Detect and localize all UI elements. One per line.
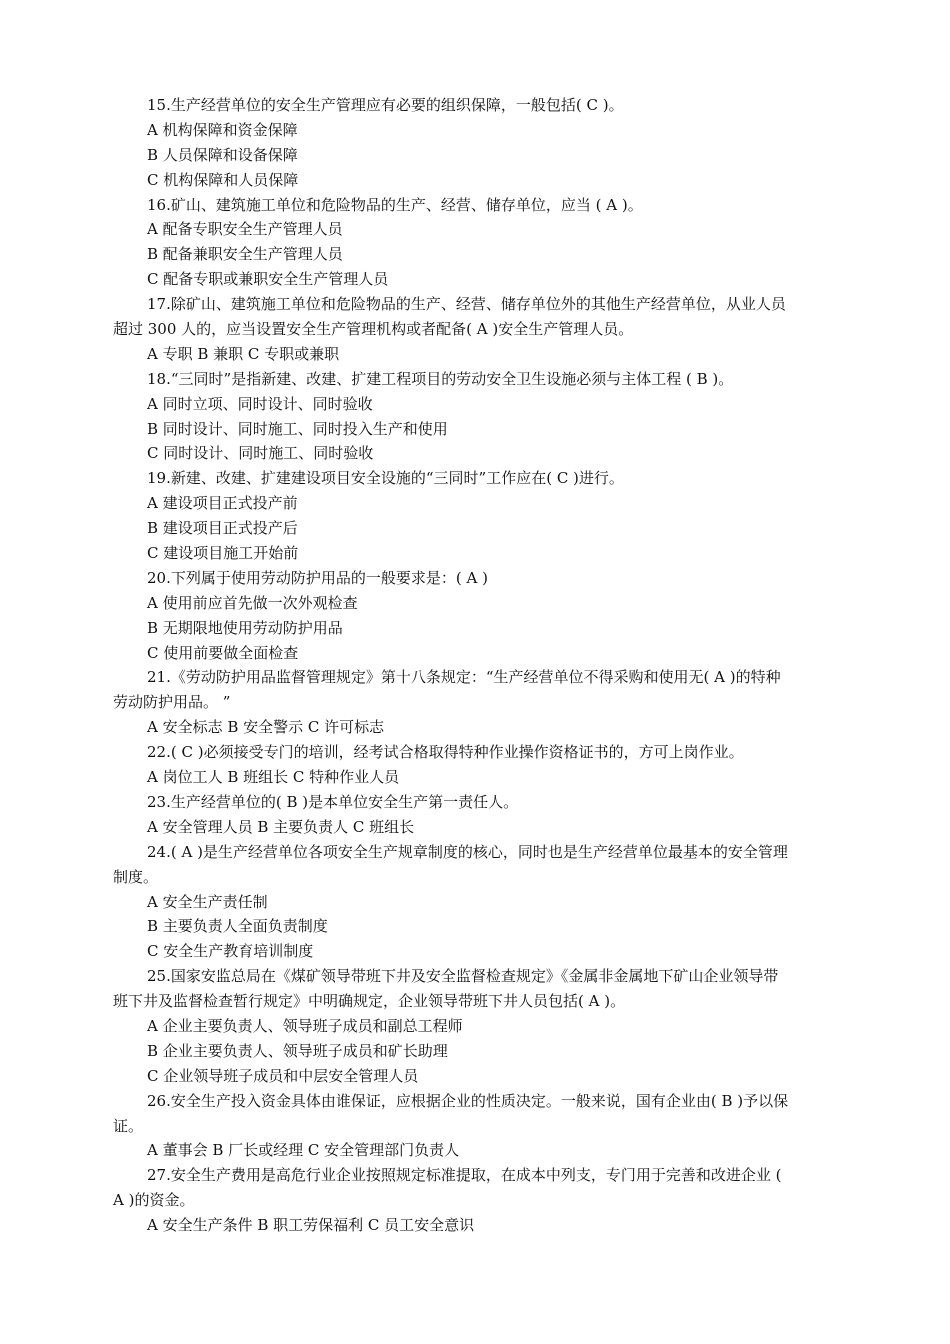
answer-option: B 配备兼职安全生产管理人员 [147, 245, 343, 264]
answer-option: C 安全生产教育培训制度 [147, 942, 314, 961]
answer-option: A 建设项目正式投产前 [147, 494, 298, 513]
answer-option: A 安全管理人员 B 主要负责人 C 班组长 [147, 817, 415, 836]
question-text: 15.生产经营单位的安全生产管理应有必要的组织保障，一般包括( C )。 [147, 96, 624, 114]
question-text: 19.新建、改建、扩建建设项目安全设施的“三同时”工作应在( C )进行。 [147, 469, 624, 488]
answer-option: B 建设项目正式投产后 [147, 519, 298, 538]
answer-option: A 安全标志 B 安全警示 C 许可标志 [147, 718, 385, 737]
question-text-continued: 制度。 [113, 867, 159, 886]
question-text: 17.除矿山、建筑施工单位和危险物品的生产、经营、储存单位外的其他生产经营单位，从业人员 [147, 295, 786, 314]
answer-option: A 安全生产条件 B 职工劳保福利 C 员工安全意识 [147, 1216, 475, 1235]
answer-option: C 使用前要做全面检查 [147, 643, 299, 662]
answer-option: A 同时立项、同时设计、同时验收 [147, 394, 373, 413]
question-text-continued: 劳动防护用品。 ” [113, 693, 231, 712]
answer-option: A 专职 B 兼职 C 专职或兼职 [147, 344, 340, 363]
answer-option: C 同时设计、同时施工、同时验收 [147, 444, 374, 463]
question-text: 20.下列属于使用劳动防护用品的一般要求是：( A ) [147, 568, 488, 587]
question-text: 25.国家安监总局在《煤矿领导带班下井及安全监督检查规定》《金属非金属地下矿山企业领导带 [147, 967, 779, 986]
answer-option: B 同时设计、同时施工、同时投入生产和使用 [147, 419, 448, 438]
answer-option: C 机构保障和人员保障 [147, 170, 299, 189]
answer-option: A 董事会 B 厂长或经理 C 安全管理部门负责人 [147, 1141, 460, 1160]
question-text: 22.( C )必须接受专门的培训，经考试合格取得特种作业操作资格证书的，方可上岗作业。 [147, 743, 744, 762]
question-text-continued: 班下井及监督检查暂行规定》中明确规定，企业领导带班下井人员包括( A )。 [113, 992, 626, 1011]
question-text-continued: 超过 300 人的，应当设置安全生产管理机构或者配备( A )安全生产管理人员。 [113, 320, 634, 339]
question-text: 26.安全生产投入资金具体由谁保证，应根据企业的性质决定。一般来说，国有企业由( B )予以保 [147, 1091, 789, 1110]
question-text: 23.生产经营单位的( B )是本单位安全生产第一责任人。 [147, 792, 519, 811]
answer-option: B 无期限地使用劳动防护用品 [147, 618, 343, 637]
question-text: 24.( A )是生产经营单位各项安全生产规章制度的核心，同时也是生产经营单位最基本的安全管理 [147, 842, 788, 861]
answer-option: B 主要负责人全面负责制度 [147, 917, 328, 936]
question-text: 21.《劳动防护用品监督管理规定》第十八条规定：“生产经营单位不得采购和使用无( A )的特种 [147, 668, 781, 687]
question-text: 18.“三同时”是指新建、改建、扩建工程项目的劳动安全卫生设施必须与主体工程 ( B )。 [147, 369, 734, 388]
answer-option: A 企业主要负责人、领导班子成员和副总工程师 [147, 1016, 463, 1035]
answer-option: C 配备专职或兼职安全生产管理人员 [147, 270, 389, 289]
answer-option: B 企业主要负责人、领导班子成员和矿长助理 [147, 1041, 448, 1060]
answer-option: A 配备专职安全生产管理人员 [147, 220, 343, 239]
question-text: 27.安全生产费用是高危行业企业按照规定标准提取，在成本中列支，专门用于完善和改进企业 ( [147, 1166, 782, 1185]
question-text-continued: 证。 [113, 1116, 144, 1135]
answer-option: B 人员保障和设备保障 [147, 145, 298, 164]
answer-option: A 机构保障和资金保障 [147, 120, 298, 139]
answer-option: C 建设项目施工开始前 [147, 544, 299, 563]
answer-option: C 企业领导班子成员和中层安全管理人员 [147, 1066, 419, 1085]
answer-option: A 使用前应首先做一次外观检查 [147, 593, 358, 612]
answer-option: A 安全生产责任制 [147, 892, 268, 911]
answer-option: A 岗位工人 B 班组长 C 特种作业人员 [147, 768, 400, 787]
question-text: 16.矿山、建筑施工单位和危险物品的生产、经营、储存单位，应当 ( A )。 [147, 195, 643, 214]
question-list [113, 93, 868, 1238]
question-text-continued: A )的资金。 [113, 1191, 195, 1210]
